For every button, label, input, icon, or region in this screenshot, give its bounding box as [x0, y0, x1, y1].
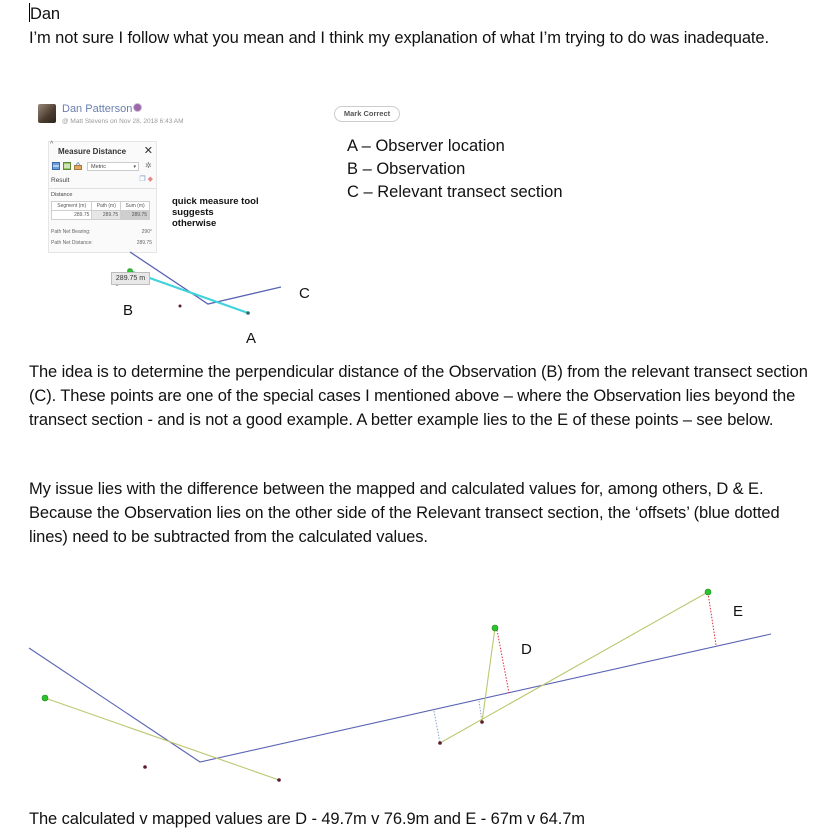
- offset-red-d: [497, 630, 509, 693]
- observer-point: [179, 305, 182, 308]
- post-meta: @ Matt Stevens on Nov 28, 2018 6:43 AM: [62, 118, 184, 125]
- sightline-d: [482, 628, 495, 722]
- issue-paragraph: My issue lies with the difference between the mapped and calculated values for, among others, D & E. Because the Observation lies on the other side of the Relevant transect section, the ‘offsets’ (blue dotted lines) need to be subtracted from the calculated values.: [29, 480, 780, 546]
- unit-select-value: Metric: [91, 164, 106, 170]
- offset-blue: [479, 701, 482, 722]
- measure-distance-tag: 289.75 m: [111, 272, 150, 285]
- result-label: Result: [51, 177, 70, 184]
- observer-point: [277, 778, 281, 782]
- observer-point: [438, 741, 442, 745]
- label-a: A: [246, 330, 257, 347]
- legend-item-b: B – Observation: [347, 160, 466, 178]
- collapse-caret-icon[interactable]: ^: [50, 141, 54, 148]
- offset-red-e: [708, 593, 716, 645]
- segment-value: 289.75: [52, 211, 92, 220]
- sightline: [45, 698, 279, 780]
- note-line-1: quick measure tool: [172, 196, 259, 207]
- label-d: D: [521, 641, 532, 658]
- calculated-paragraph: The calculated v mapped values are D - 49.7m v 76.9m and E - 67m v 64.7m: [29, 810, 585, 828]
- observer-point: [143, 765, 147, 769]
- panel-title: Measure Distance: [58, 147, 127, 156]
- path-net-bearing-label: Path Net Bearing:: [51, 229, 91, 235]
- transect-line: [29, 634, 771, 762]
- observation-point: [42, 695, 48, 701]
- observation-point-e: [705, 589, 711, 595]
- path-net-distance-label: Path Net Distance:: [51, 240, 93, 246]
- close-icon[interactable]: ✕: [143, 145, 153, 157]
- gear-icon[interactable]: ✲: [145, 161, 152, 170]
- legend-item-c: C – Relevant transect section: [347, 183, 563, 201]
- mark-correct-button[interactable]: Mark Correct: [334, 106, 400, 122]
- observation-point-d: [492, 625, 498, 631]
- distance-label: Distance: [51, 192, 73, 198]
- label-b: B: [123, 302, 134, 319]
- path-value: 289.75: [92, 211, 121, 220]
- column-header-sum: Sum (m): [121, 202, 150, 211]
- clear-icon[interactable]: ◆: [147, 176, 153, 183]
- observer-point: [480, 720, 484, 724]
- note-line-3: otherwise: [172, 218, 217, 229]
- label-c: C: [299, 285, 310, 302]
- label-e: E: [733, 603, 744, 620]
- greeting-text: Dan: [30, 5, 60, 23]
- note-line-2: suggests: [172, 207, 214, 218]
- idea-paragraph: The idea is to determine the perpendicular distance of the Observation (B) from the relevant transect section (C). These points are one of the special cases I mentioned above – where the Observation lies beyond the transect section - and is not a good example. A better example lies to the E of these points – see below.: [29, 363, 808, 429]
- column-header-segment: Segment (m): [52, 202, 92, 211]
- copy-icon[interactable]: ❐: [139, 176, 146, 183]
- legend-item-a: A – Observer location: [347, 137, 505, 155]
- column-header-path: Path (m): [92, 202, 121, 211]
- path-net-bearing-value: 290°: [141, 229, 152, 235]
- offset-blue: [434, 711, 440, 743]
- sightline-e: [440, 592, 708, 743]
- intro-paragraph: I’m not sure I follow what you mean and I think my explanation of what I’m trying to do was inadequate.: [29, 29, 769, 47]
- dropdown-arrow-icon: ▾: [133, 164, 136, 170]
- author-name-text[interactable]: Dan Patterson: [62, 103, 133, 115]
- sum-value: 289.75: [121, 211, 150, 220]
- observer-point-a: [246, 311, 250, 315]
- path-net-distance-value: 289.75: [136, 240, 152, 246]
- bottom-map: [29, 589, 771, 782]
